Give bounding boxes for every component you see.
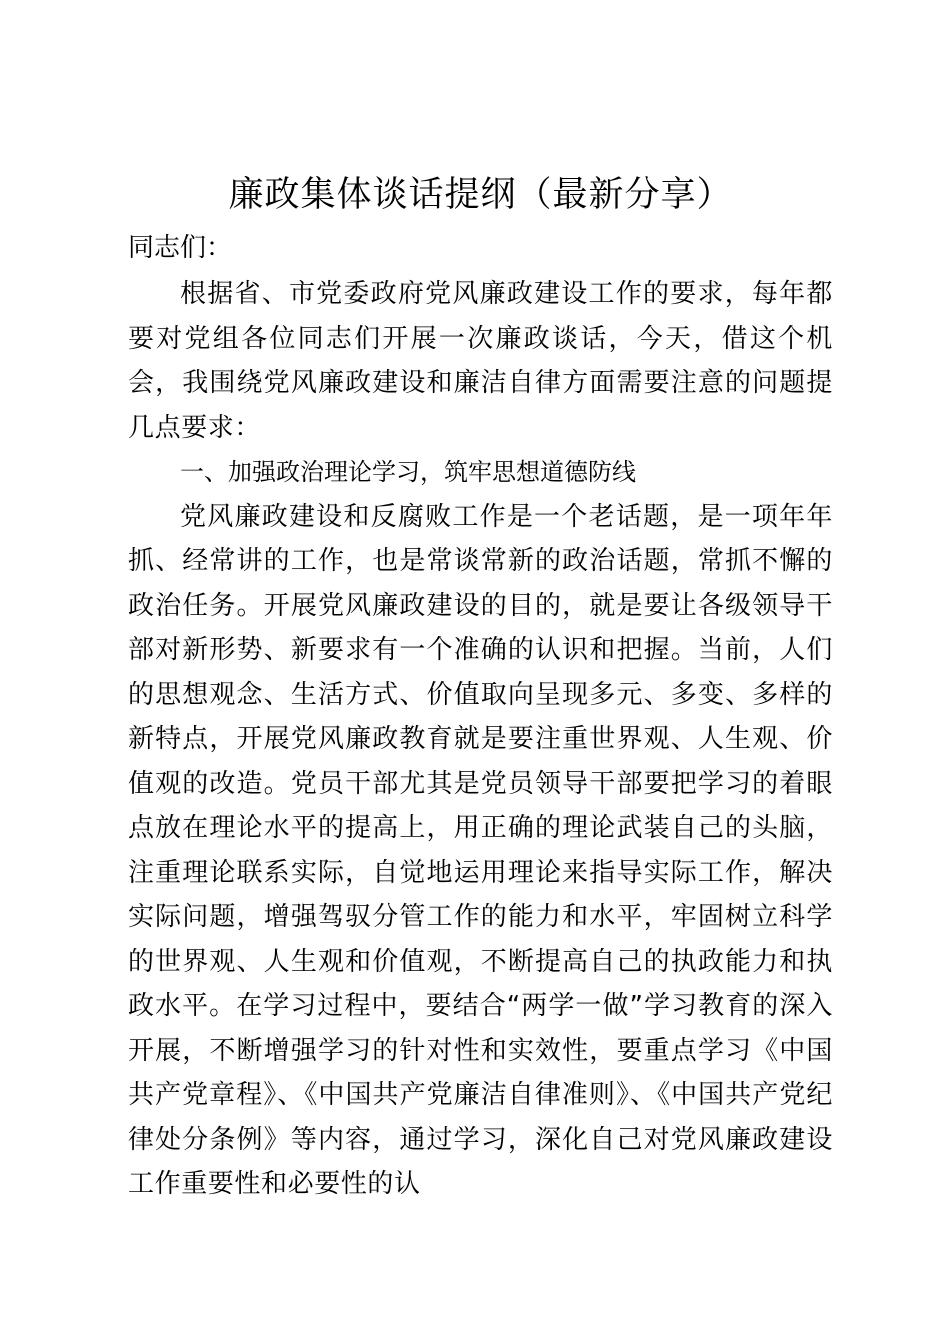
section-heading: 一、加强政治理论学习，筑牢思想道德防线 [180,458,636,486]
intro-paragraph: 根据省、市党委政府党风廉政建设工作的要求，每年都要对党组各位同志们开展一次廉政谈话，今天，借这个机会，我围绕党风廉政建设和廉洁自律方面需要注意的问题提几点要求： [128,279,833,443]
salutation: 同志们： [128,233,233,263]
document-page [128,172,833,1207]
section-body-paragraph: 党风廉政建设和反腐败工作是一个老话题，是一项年年抓、经常讲的工作，也是常谈常新的政治话题，常抓不懈的政治任务。开展党风廉政建设的目的，就是要让各级领导干部对新形势、新要求有一个准确的认识和把握。当前，人们的思想观念、生活方式、价值取向呈现多元、多变、多样的新特点，开展党风廉政教育就是要注重世界观、人生观、价值观的改造。党员干部尤其是党员领导干部要把学习的着眼点放在理论水平的提高上，用正确的理论武装自己的头脑，注重理论联系实际，自觉地运用理论来指导实际工作，解决实际问题，增强驾驭分管工作的能力和水平，牢固树立科学的世界观、人生观和价值观，不断提高自己的执政能力和执政水平。在学习过程中，要结合“两学一做”学习教育的深入开展，不断增强学习的针对性和实效性，要重点学习《中国共产党章程》、《中国共产党廉洁自律准则》、《中国共产党纪律处分条例》等内容，通过学习，深化自己对党风廉政建设工作重要性和必要性的认 [128,501,833,1199]
document-title: 廉政集体谈话提纲（最新分享） [228,175,733,215]
